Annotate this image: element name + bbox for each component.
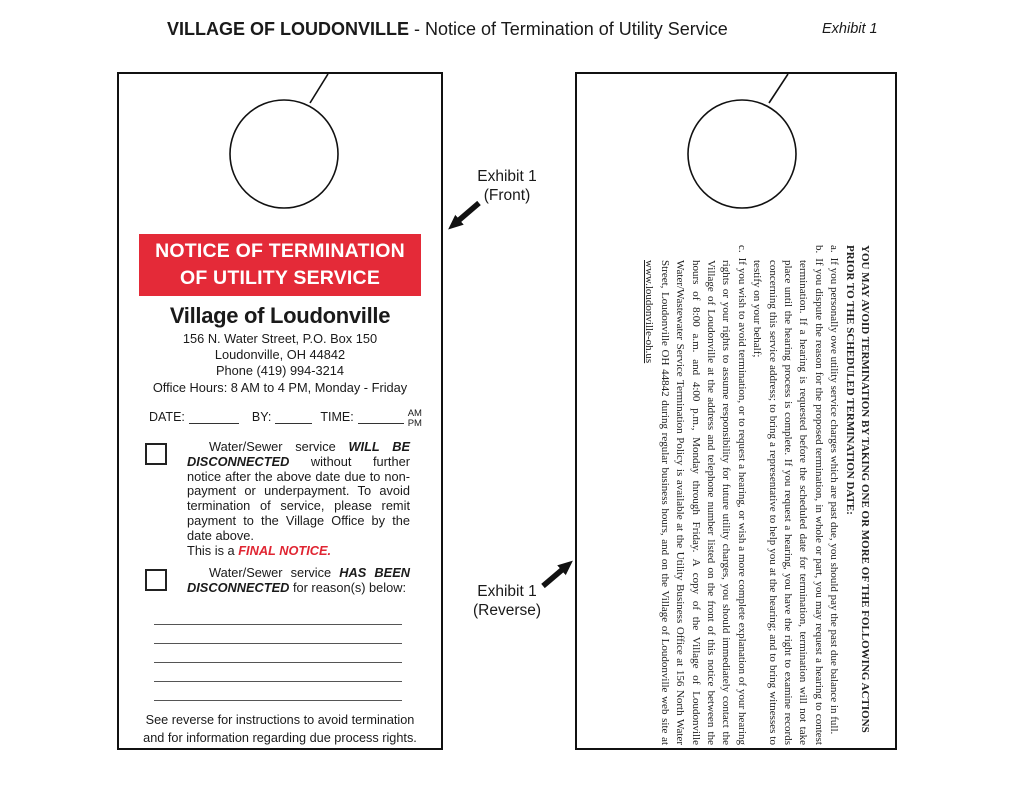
page-title-subject: - Notice of Termination of Utility Service (409, 19, 728, 39)
am-pm-labels (408, 409, 422, 428)
notice-banner (139, 234, 421, 296)
final-notice-text: FINAL NOTICE. (238, 542, 332, 558)
reverse-annotation-line1: Exhibit 1 (477, 583, 537, 600)
reason-blank-line (154, 624, 402, 625)
has-been-disconnected-checkbox (145, 569, 167, 591)
page-title-org: VILLAGE OF LOUDONVILLE (167, 19, 409, 39)
action-item-c (641, 245, 749, 745)
front-footer (119, 711, 441, 747)
final-notice-prefix: This is a (187, 542, 239, 558)
action-item-a (826, 245, 841, 745)
by-label: BY: (251, 410, 272, 424)
address-line1: 156 N. Water Street, P.O. Box 150 (182, 331, 378, 346)
para2-text-rest: for reason(s) below: (289, 579, 407, 595)
front-annotation-line2: (Front) (483, 187, 531, 204)
door-hanger-hole-icon (119, 74, 441, 214)
village-website-url: www.loudonville-oh.us (643, 260, 656, 364)
reason-blank-line (154, 662, 402, 663)
will-be-disconnected-checkbox (145, 443, 167, 465)
page-title (167, 19, 728, 40)
time-blank-line (358, 411, 404, 424)
action-item-b (749, 245, 826, 745)
reverse-annotation-line2: (Reverse) (472, 602, 542, 619)
reason-blank-line (154, 643, 402, 644)
pm-label: PM (407, 417, 422, 429)
am-label: AM (407, 408, 422, 419)
final-notice-line (187, 544, 410, 559)
door-hanger-hole-icon (577, 74, 899, 214)
para1-text: Water/Sewer service (209, 439, 349, 454)
item-c-text: If you wish to avoid termination, or to request a hearing, or wish a more complete explanation of your hearing rights or your rights to assume responsibility for future utility charges, you should immediately contact the Village of Loudonville at the address and telephone number listed on the front of this notice between the hours of 8:00 a.m. and 4:00 p.m., Monday through Friday. A copy of the Village of Loudonville Water/Wastewater Service Termination Policy is available at the Utility Business Office at 156 North Water Street, Loudonville OH 44842 during regular business hours, and on the Village of Loudonville web site at (658, 257, 748, 745)
para2-text: Water/Sewer service (209, 565, 340, 580)
reverse-rotated-text-block (607, 245, 872, 745)
exhibit-number-label: Exhibit 1 (822, 21, 878, 37)
date-by-time-row (149, 405, 422, 429)
item-b-text: If you dispute the reason for the proposed termination, in whole or part, you may request a hearing to contest termination. If a hearing is requested before the scheduled date for termination, termination will not take place until the hearing process is complete. If you request a hearing, you have the right to examine records concerning this service address; to bring a representative to help you at the hearing; and to bring witnesses to testify on your behalf; (751, 258, 825, 745)
item-a-marker: a. (828, 245, 841, 253)
reason-blank-line (154, 681, 402, 682)
will-be-disconnected-paragraph (187, 440, 410, 558)
front-annotation-line1: Exhibit 1 (477, 168, 537, 185)
item-b-marker: b. (812, 245, 825, 254)
front-pointer-arrow-icon (438, 196, 490, 242)
village-name: Village of Loudonville (169, 303, 391, 328)
footer-line1: See reverse for instructions to avoid termination (145, 713, 415, 727)
date-blank-line (189, 411, 239, 424)
phone-line: Phone (419) 994-3214 (215, 363, 345, 379)
time-label: TIME: (320, 410, 354, 424)
office-hours-line: Office Hours: 8 AM to 4 PM, Monday - Friday (152, 379, 408, 395)
avoid-termination-heading: YOU MAY AVOID TERMINATION BY TAKING ONE OR MORE OF THE FOLLOWING ACTIONS PRIOR TO THE SCHEDULED TERMINATION DATE: (843, 245, 871, 733)
para2-bold-phrase: HAS BEEN DISCONNECTED (187, 565, 410, 595)
has-been-disconnected-paragraph (187, 566, 410, 596)
item-a-text: If you personally owe utility service charges which are past due, you should pay the past due balance in full. (828, 257, 841, 735)
address-line2: Loudonville, OH 44842 (214, 347, 346, 363)
reverse-card (575, 72, 897, 750)
reason-blank-line (154, 700, 402, 701)
banner-line1: NOTICE OF TERMINATION (155, 240, 405, 262)
front-card (117, 72, 443, 750)
village-address-block (119, 331, 441, 396)
date-label: DATE: (149, 410, 185, 424)
by-blank-line (275, 411, 312, 424)
footer-line2: and for information regarding due process rights. (143, 731, 417, 745)
banner-line2: OF UTILITY SERVICE (179, 267, 381, 289)
para1-text-rest: without further notice after the above date due to non-payment or underpayment. To avoid termination of service, please remit payment to the Village Office by the date above. (187, 453, 410, 543)
para1-bold-phrase: WILL BE DISCONNECTED (187, 439, 410, 469)
item-c-marker: c. (735, 245, 748, 253)
